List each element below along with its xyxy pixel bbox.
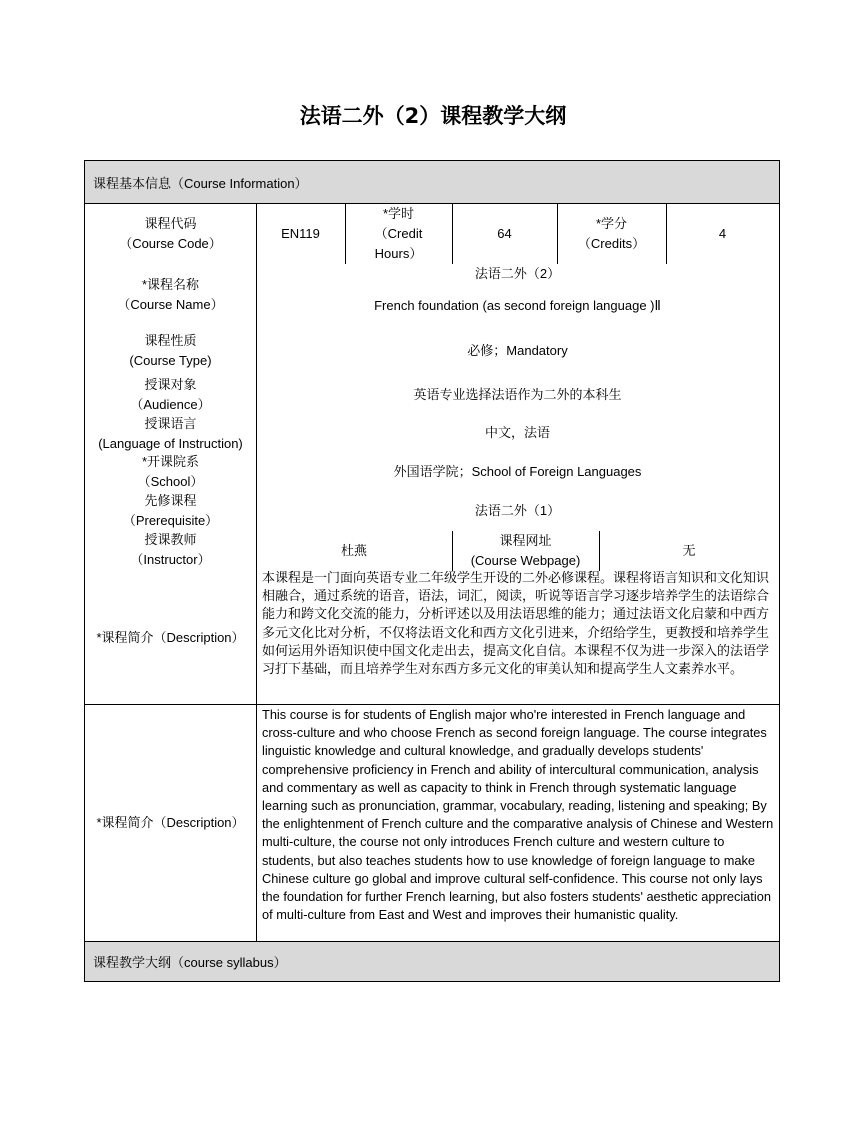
credits-label-en: （Credits） — [577, 236, 646, 251]
course-code-label-en: （Course Code） — [119, 236, 222, 251]
audience-label-cn: 授课对象 — [144, 377, 197, 392]
hours-label-en-1: （Credit — [374, 226, 423, 241]
prerequisite-label-cn: 先修课程 — [144, 493, 197, 508]
webpage-label-en: (Course Webpage) — [470, 553, 581, 568]
school-label-en: （School） — [137, 474, 204, 489]
section-header-course-syllabus: 课程教学大纲（course syllabus） — [85, 941, 779, 981]
description-label-cn-row: *课程简介（Description） — [96, 629, 245, 645]
course-type-label-en: (Course Type) — [129, 353, 212, 368]
hours-value: 64 — [497, 226, 512, 241]
webpage-value: 无 — [682, 543, 696, 558]
credits-value: 4 — [718, 226, 727, 241]
school-label-cn: *开课院系 — [141, 454, 200, 469]
language-value: 中文，法语 — [484, 425, 550, 440]
instructor-label-cn: 授课教师 — [144, 532, 197, 547]
course-code-label — [85, 213, 256, 255]
webpage-label-cn: 课程网址 — [499, 533, 552, 548]
instructor-value: 杜燕 — [340, 543, 367, 558]
description-text-cn: 本课程是一门面向英语专业二年级学生开设的二外必修课程。课程将语言知识和文化知识相融合，通过系统的语音，语法，词汇，阅读，听说等语言学习逐步培养学生的法语综合能力和跨文化交流的能力，分析评述以及用法语思维的能力；通过法语文化启蒙和中西方多元文化比对分析，不仅将法语文化和西方文化引进来，介绍给学生，更教授和培养学生如何运用外语知识使中国文化走出去，提高文化自信。本课程不仅为进一步深入的法语学习打下基础，而且培养学生对东西方多元文化的审美认知和提高学生人文素养水平。 — [262, 571, 770, 678]
language-label-en: (Language of Instruction) — [98, 436, 243, 451]
instructor-label — [85, 529, 256, 571]
course-info-table — [84, 160, 780, 982]
course-name-label-en: （Course Name） — [117, 297, 224, 312]
hours-label-en-2: Hours） — [374, 246, 423, 261]
course-name-label — [85, 274, 256, 316]
credits-label-cn: *学分 — [595, 216, 628, 231]
course-type-label-cn: 课程性质 — [144, 333, 197, 348]
prerequisite-value: 法语二外（1） — [474, 503, 561, 518]
audience-label-en: （Audience） — [130, 397, 211, 412]
prerequisite-label-en: （Prerequisite） — [122, 513, 219, 528]
language-label — [85, 413, 256, 455]
course-name-label-cn: *课程名称 — [141, 277, 200, 292]
course-code-value: EN119 — [281, 226, 320, 241]
course-name-value-cn: 法语二外（2） — [474, 266, 561, 281]
school-value: 外国语学院；School of Foreign Languages — [393, 464, 642, 479]
page-title: 法语二外（2）课程教学大纲 — [299, 104, 567, 128]
audience-value: 英语专业选择法语作为二外的本科生 — [413, 387, 622, 402]
prerequisite-label — [85, 490, 256, 532]
webpage-label — [452, 531, 599, 571]
audience-label — [85, 374, 256, 416]
course-type-label — [85, 330, 256, 372]
hours-label-cn: *学时 — [382, 206, 415, 221]
section-header-course-information: 课程基本信息（Course Information） — [85, 161, 779, 204]
description-label-en-row: *课程简介（Description） — [96, 815, 245, 830]
instructor-label-en: （Instructor） — [130, 552, 211, 567]
course-type-value: 必修；Mandatory — [467, 343, 568, 358]
label-column-divider-en — [256, 704, 257, 941]
description-text-en: This course is for students of English major who're interested in French language and cross-culture and who choose French as second foreign language. The course integrates linguistic knowledge and cultural knowledge, and gradually develops students' comprehensive proficiency in French and ability of intercultural communication, analysis and commentary as well as capacity to think in French through systematic language learning such as pronunciation, grammar, vocabulary, reading, listening and speaking; By the enlightenment of French culture and the comparative analysis of Chinese and Western multi-culture, the course not only introduces French culture and western culture to students, but also teaches students how to use knowledge of foreign language to make Chinese culture go global and improve cultural self-confidence. This course not only lays the foundation for further French learning, but also fosters students' aesthetic appreciation of multi-culture from East and West and improves their humanistic quality. — [262, 707, 774, 923]
school-label — [85, 451, 256, 493]
credits-label — [557, 204, 666, 264]
hours-label — [345, 204, 452, 264]
course-name-value-en: French foundation (as second foreign language )Ⅱ — [374, 298, 661, 313]
language-label-cn: 授课语言 — [144, 416, 197, 431]
course-code-label-cn: 课程代码 — [144, 216, 197, 231]
